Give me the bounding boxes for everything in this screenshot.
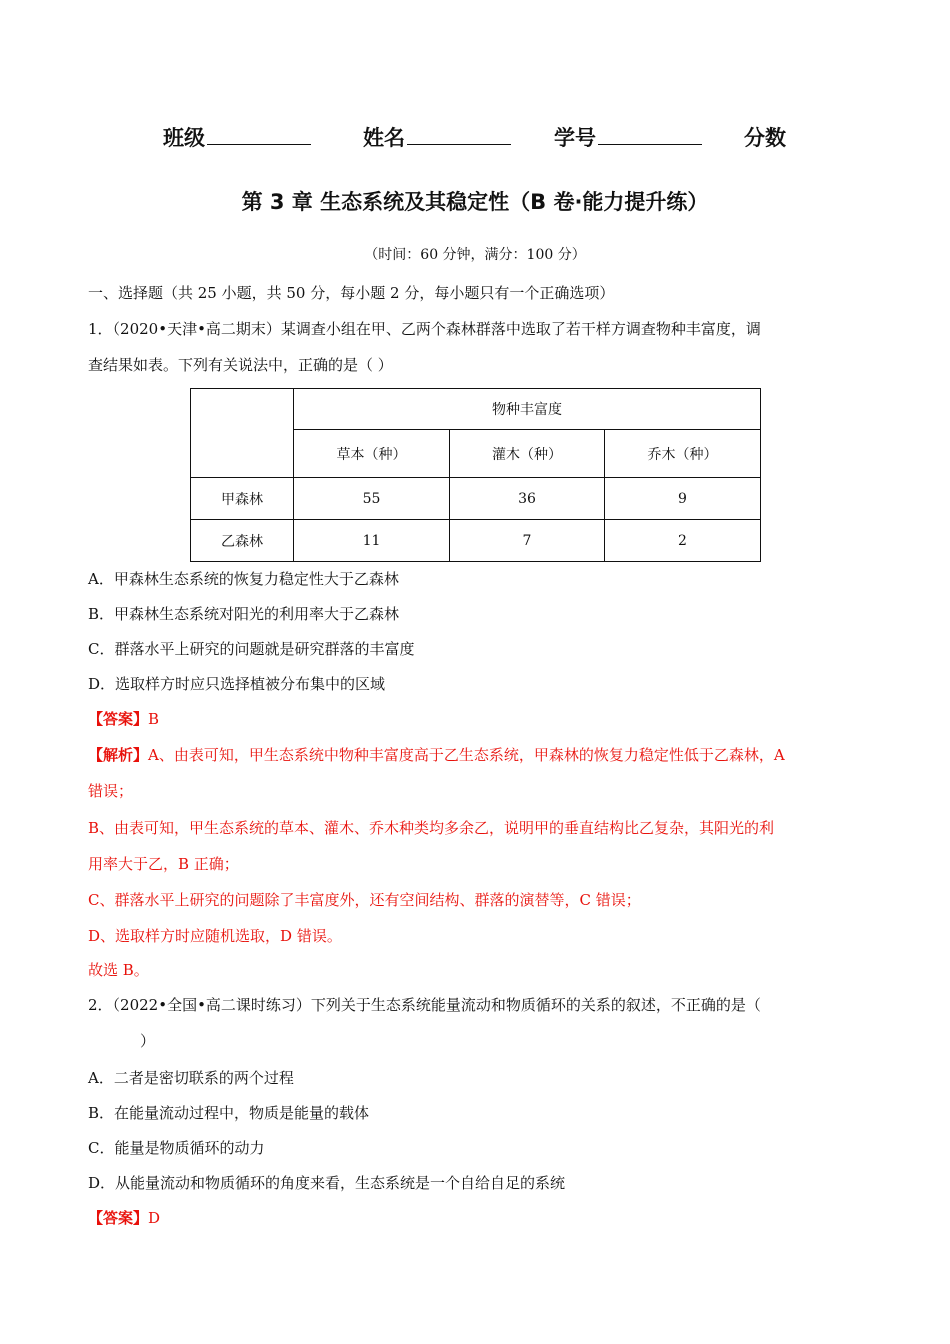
q1-analysis-line-4: 用率大于乙，B 正确； [88, 855, 239, 873]
student-id-field [554, 122, 702, 152]
q2-option-c: C．能量是物质循环的动力 [88, 1139, 265, 1157]
table-group-header: 物种丰富度 [294, 389, 761, 430]
name-blank[interactable] [407, 122, 511, 145]
table-row-label: 甲森林 [191, 478, 294, 520]
score-field [744, 122, 786, 152]
name-field [363, 122, 511, 152]
q2-option-a: A．二者是密切联系的两个过程 [88, 1069, 294, 1087]
exam-time-info: （时间：60 分钟，满分：100 分） [364, 247, 586, 263]
q1-option-b: B．甲森林生态系统对阳光的利用率大于乙森林 [88, 605, 400, 623]
q2-stem-line-1: 2．（2022•全国•高二课时练习）下列关于生态系统能量流动和物质循环的关系的叙述，不正确的是（ [88, 996, 761, 1014]
q1-analysis-line-3: B、由表可知，甲生态系统的草本、灌木、乔木种类均多余乙，说明甲的垂直结构比乙复杂，其阳光的利 [88, 819, 775, 837]
table-row [191, 520, 761, 562]
score-label: 分数 [744, 126, 786, 150]
answer-tag: 【答案】 [88, 1209, 149, 1227]
table-cell: 9 [605, 478, 761, 520]
table-column-header: 乔木（种） [605, 430, 761, 478]
table-cell: 55 [294, 478, 450, 520]
table-row-label: 乙森林 [191, 520, 294, 562]
q1-option-a: A．甲森林生态系统的恢复力稳定性大于乙森林 [88, 570, 399, 588]
analysis-text: A、由表可知，甲生态系统中物种丰富度高于乙生态系统，甲森林的恢复力稳定性低于乙森林，A [148, 746, 785, 764]
q1-analysis-line-6: D、选取样方时应随机选取，D 错误。 [88, 927, 342, 945]
q2-stem-line-2: ） [140, 1032, 156, 1050]
table-cell: 7 [450, 520, 605, 562]
q1-analysis-line-1 [88, 744, 785, 765]
q1-option-c: C．群落水平上研究的问题就是研究群落的丰富度 [88, 640, 415, 658]
q2-answer [88, 1207, 160, 1228]
analysis-tag: 【解析】 [88, 746, 149, 764]
answer-value: D [148, 1209, 161, 1227]
student-id-blank[interactable] [598, 122, 702, 145]
table-row [191, 478, 761, 520]
q2-option-b: B．在能量流动过程中，物质是能量的载体 [88, 1104, 370, 1122]
table-column-header: 草本（种） [294, 430, 450, 478]
q1-stem-line-1: 1．（2020•天津•高二期末）某调查小组在甲、乙两个森林群落中选取了若干样方调查物种丰富度，调 [88, 320, 761, 338]
q1-conclusion: 故选 B。 [88, 961, 149, 979]
table-column-header: 灌木（种） [450, 430, 605, 478]
answer-tag: 【答案】 [88, 710, 149, 728]
student-info-header [0, 122, 950, 162]
page-title: 第 3 章 生态系统及其稳定性（B 卷·能力提升练） [241, 190, 709, 214]
table-cell: 2 [605, 520, 761, 562]
student-id-label: 学号 [554, 126, 596, 150]
q2-option-d: D．从能量流动和物质循环的角度来看，生态系统是一个自给自足的系统 [88, 1174, 566, 1192]
table-cell: 36 [450, 478, 605, 520]
answer-value: B [148, 710, 160, 728]
class-label: 班级 [163, 126, 205, 150]
species-richness-table [190, 388, 761, 562]
q1-analysis-line-2: 错误； [88, 782, 134, 800]
q1-stem-line-2: 查结果如表。下列有关说法中，正确的是（ ） [88, 356, 393, 374]
table-cell: 11 [294, 520, 450, 562]
q1-analysis-line-5: C、群落水平上研究的问题除了丰富度外，还有空间结构、群落的演替等，C 错误； [88, 891, 641, 909]
q1-answer [88, 708, 159, 729]
section-heading: 一、选择题（共 25 小题，共 50 分，每小题 2 分，每小题只有一个正确选项） [88, 284, 615, 302]
name-label: 姓名 [363, 126, 405, 150]
class-field [163, 122, 311, 152]
class-blank[interactable] [207, 122, 311, 145]
q1-option-d: D．选取样方时应只选择植被分布集中的区域 [88, 675, 386, 693]
table-corner-cell [191, 389, 294, 478]
